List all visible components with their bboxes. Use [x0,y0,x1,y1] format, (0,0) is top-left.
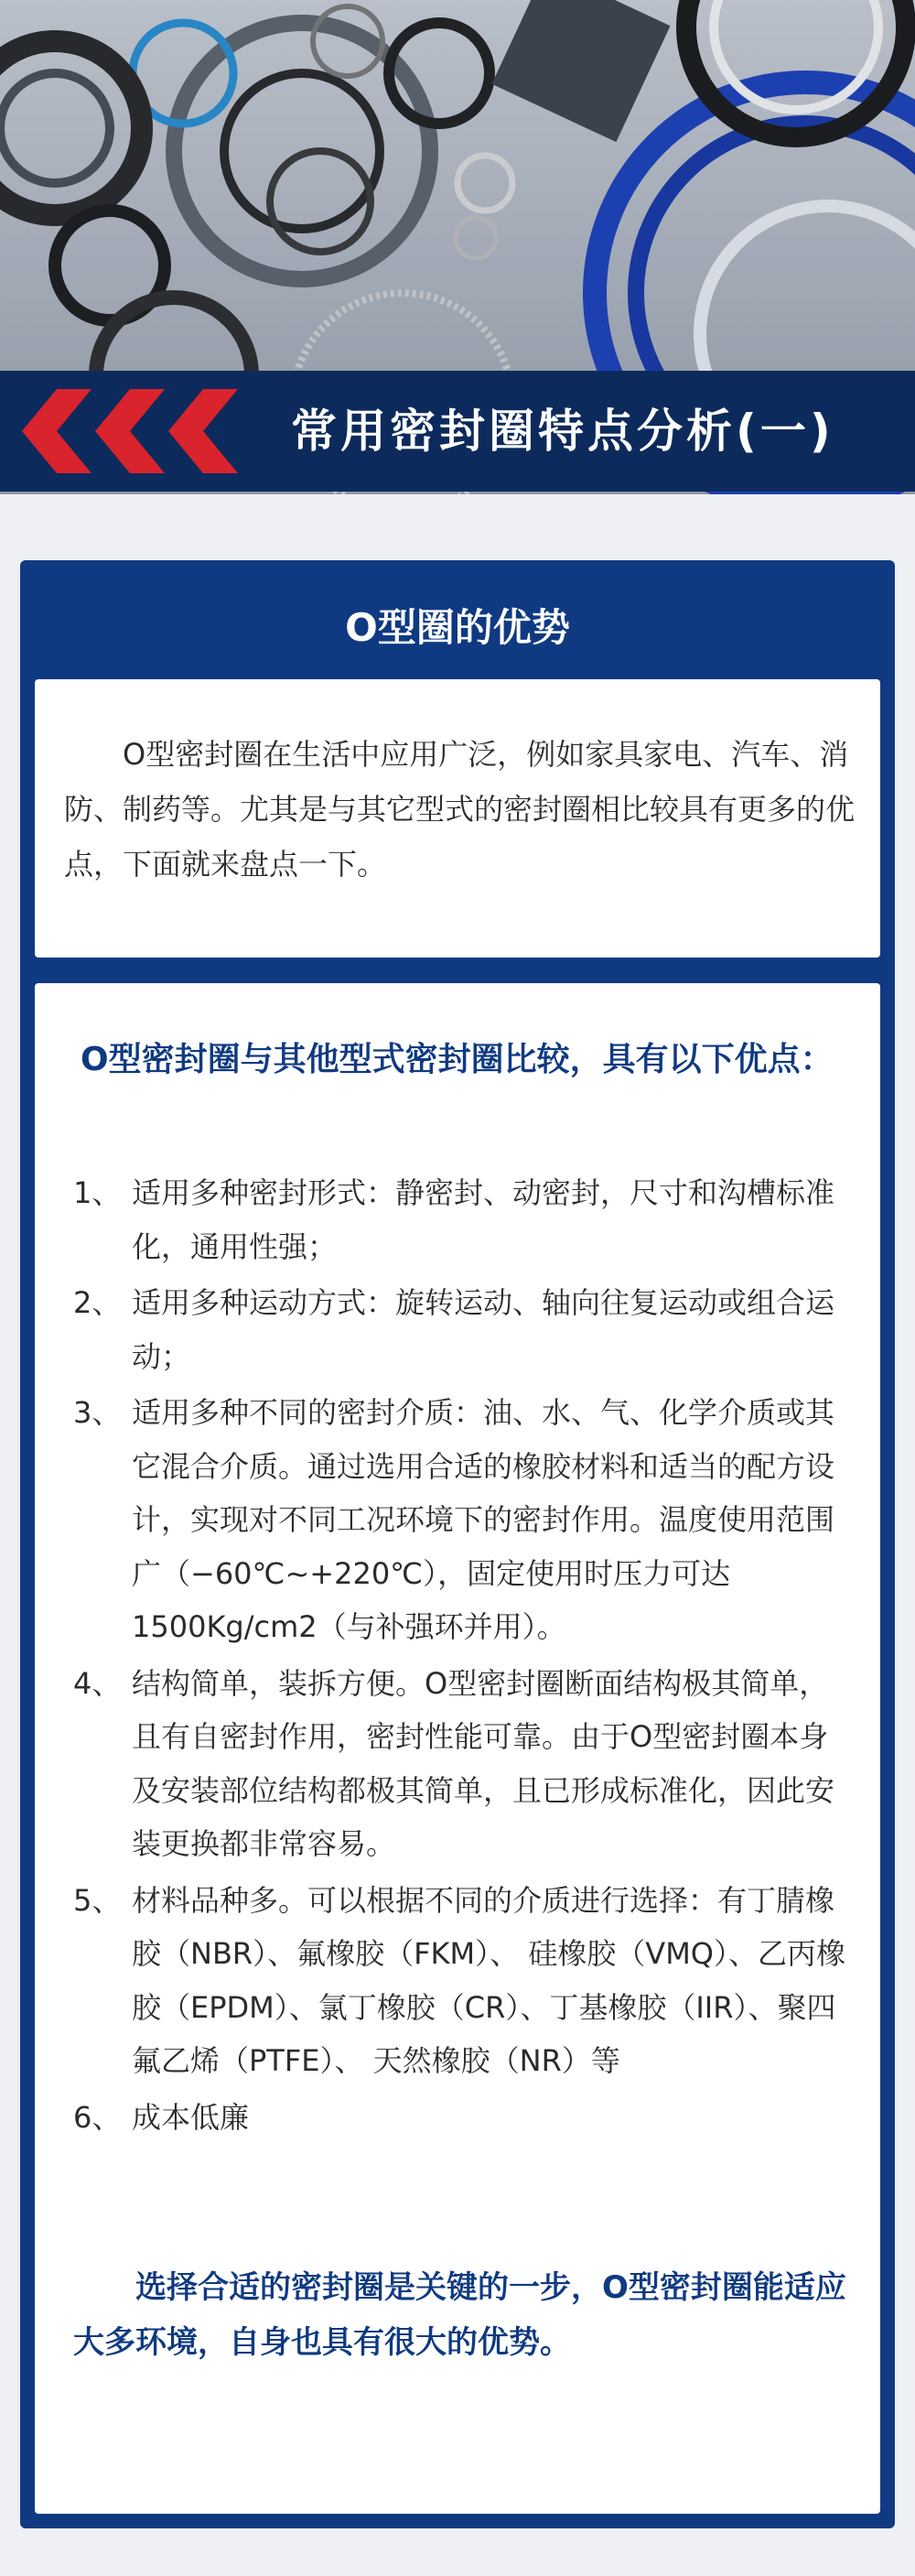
list-item-text: 成本低廉 [132,2099,250,2135]
list-item-number: 2、 [73,1285,122,1320]
content-panel [20,560,895,2528]
list-item-text: 材料品种多。可以根据不同的介质进行选择：有丁腈橡胶（NBR）、氟橡胶（FKM）、 硅橡胶（VMQ）、乙丙橡胶（EPDM）、氯丁橡胶（CR）、丁基橡胶（IIR）、聚四氟乙烯（PTFE）、 天然橡胶（NR）等 [132,1882,845,2078]
advantages-heading: O型密封圈与其他型式密封圈比较，具有以下优点： [81,1041,834,1078]
list-item-number: 4、 [73,1665,122,1701]
list-item [73,1657,851,1871]
list-item-text: 适用多种密封形式：静密封、动密封，尺寸和沟槽标准化，通用性强； [132,1175,835,1264]
advantages-card [35,983,880,2514]
intro-paragraph: O型密封圈在生活中应用广泛，例如家具家电、汽车、消防、制药等。尤其是与其它型式的密封圈相比较具有更多的优点，下面就来盘点一下。 [64,737,856,882]
list-item [73,1166,851,1273]
advantages-list [73,1166,851,2147]
list-item [73,1276,851,1383]
list-item-number: 1、 [73,1175,122,1210]
list-item-text: 结构简单，装拆方便。O型密封圈断面结构极其简单，且有自密封作用，密封性能可靠。由于O型密封圈本身及安装部位结构都极其简单，且已形成标准化，因此安装更换都非常容易。 [132,1665,835,1861]
chevron-arrows-icon [0,371,274,492]
list-item-number: 3、 [73,1395,122,1430]
intro-card [35,679,880,958]
list-item-number: 6、 [73,2099,122,2135]
section-heading: O型圈的优势 [345,605,570,650]
list-item-text: 适用多种运动方式：旋转运动、轴向往复运动或组合运动； [132,1285,835,1374]
list-item [73,2091,851,2145]
title-banner [0,371,915,492]
closing-statement: 选择合适的密封圈是关键的一步，O型密封圈能适应大多环境，自身也具有很大的优势。 [73,2269,846,2361]
page-title: 常用密封圈特点分析(一) [291,405,834,458]
list-item-number: 5、 [73,1882,122,1918]
list-item [73,1386,851,1654]
list-item-text: 适用多种不同的密封介质：油、水、气、化学介质或其它混合介质。通过选用合适的橡胶材料和适当的配方设计，实现对不同工况环境下的密封作用。温度使用范围广（−60℃~+220℃），固定使用时压力可达1500Kg/cm2（与补强环并用）。 [132,1395,835,1644]
list-item [73,1874,851,2088]
